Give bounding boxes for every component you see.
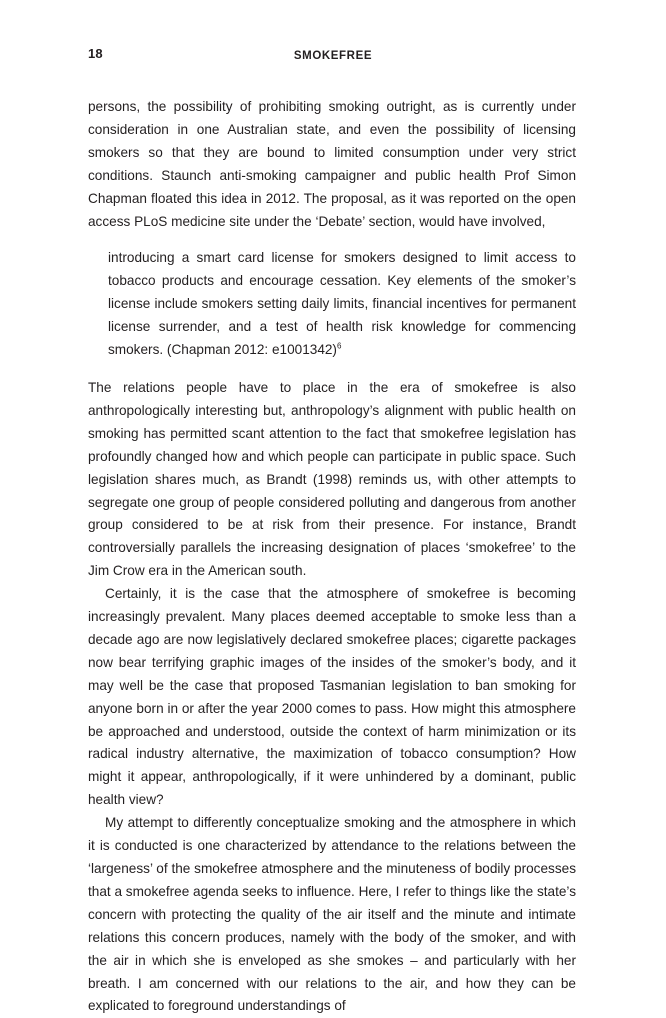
footnote-marker: 6 [336,341,342,351]
paragraph-2: The relations people have to place in the era of smokefree is also anthropologically interesting but, anthropology’s alignment with public health on smoking has permitted scant attention to the fact that smokefree legislation has profoundly changed how and which people can participate in public space. Such legislation shares much, as Brandt (1998) reminds us, with other attempts to segregate one group of people considered polluting and dangerous from another group considered to be at risk from their presence. For instance, Brandt controversially parallels the increasing designation of places ‘smokefree’ to the Jim Crow era in the American south. [88,379,576,579]
block-quote-text: introducing a smart card license for smokers designed to limit access to tobacco products and encourage cessation. Key elements of the smoker’s license include smokers setting daily limits, financial incentives for permanent license surrender, and a test of health risk knowledge for commencing smokers. (Chapman 2012: e1001342) [108,250,576,358]
block-quote [108,247,576,362]
running-head: SMOKEFREE [293,50,373,62]
page-number: 18 [88,46,103,61]
paragraph-3: Certainly, it is the case that the atmosphere of smokefree is becoming increasingly prevalent. Many places deemed acceptable to smoke less than a decade ago are now legislatively declared smokefree places; cigarette packages now bear terrifying graphic images of the insides of the smoker’s body, and it may well be the case that proposed Tasmanian legislation to ban smoking for anyone born in or after the year 2000 comes to pass. How might this atmosphere be approached and understood, outside the context of harm minimization or its radical industry alternative, the maximization of tobacco consumption? How might it appear, anthropologically, if it were unhindered by a dominant, public health view? [88,586,576,808]
paragraph-4: My attempt to differently conceptualize smoking and the atmosphere in which it is conducted is one characterized by attendance to the relations between the ‘largeness’ of the smokefree atmosphere and the minuteness of bodily processes that a smokefree agenda seeks to influence. Here, I refer to things like the state’s concern with protecting the quality of the air itself and the minute and intimate relations this concern produces, namely with the body of the smoker, and with the air in which she is enveloped as she smokes – and particularly with her breath. I am concerned with our relations to the air, and how they can be explicated to foreground understandings of [88,815,576,1014]
page-body [88,96,576,1018]
paragraph-1: persons, the possibility of prohibiting smoking outright, as is currently under consideration in one Australian state, and even the possibility of licensing smokers so that they are bound to limited consumption under very strict conditions. Staunch anti-smoking campaigner and public health Prof Simon Chapman floated this idea in 2012. The proposal, as it was reported on the open access PLoS medicine site under the ‘Debate’ section, would have involved, [88,99,576,229]
